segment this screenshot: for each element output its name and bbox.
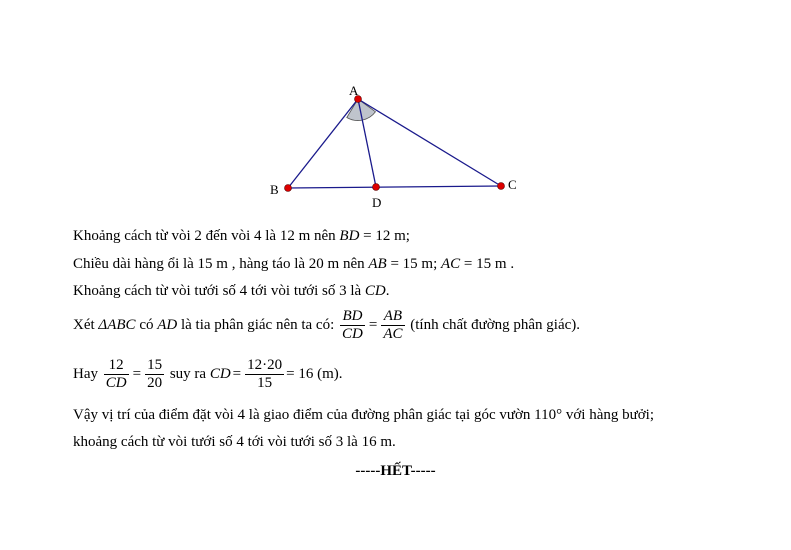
label-d: D <box>372 195 382 210</box>
point-b <box>285 185 292 192</box>
fraction-denominator: AC <box>383 326 403 343</box>
equals-sign: = <box>232 366 242 382</box>
math-ac: AC <box>441 256 461 272</box>
fraction-numerator: BD <box>340 308 365 326</box>
label-b: B <box>270 182 279 197</box>
point-c <box>498 183 505 190</box>
fraction-12x20-15 <box>245 357 284 392</box>
line4-mid2: là tia phân giác nên ta có: <box>177 317 339 333</box>
result-unit: (m) <box>317 366 339 382</box>
equals-sign: = <box>368 317 378 333</box>
math-bd: BD <box>339 228 360 244</box>
line1-suffix: ; <box>405 228 410 244</box>
text-line-1 <box>73 226 410 246</box>
math-ac-value: = 15 m <box>460 256 507 272</box>
math-bd-value: = 12 m <box>359 228 406 244</box>
segment-ab <box>288 99 358 188</box>
equals-sign: = <box>132 366 142 382</box>
text-line-7: khoảng cách từ vòi tưới số 4 tới vòi tưới số 3 là 16 m. <box>73 434 396 450</box>
line1-prefix: Khoảng cách từ vòi 2 đến vòi 4 là 12 m nên <box>73 228 340 244</box>
segment-bc <box>288 186 501 188</box>
line4-suffix: (tính chất đường phân giác). <box>406 317 581 333</box>
fraction-denominator: CD <box>342 326 363 343</box>
fraction-denominator: 20 <box>147 375 163 392</box>
text-line-3 <box>73 281 390 301</box>
segment-ac <box>358 99 501 186</box>
fraction-ab-ac <box>381 308 404 343</box>
line2-suffix: . <box>506 256 515 272</box>
line5-mid: suy ra <box>166 366 210 382</box>
line4-mid1: có <box>135 317 158 333</box>
end-marker: -----HẾT----- <box>355 463 436 479</box>
text-line-4 <box>73 305 580 345</box>
label-a: A <box>349 83 359 98</box>
fraction-numerator: 12 <box>104 357 129 375</box>
fraction-numerator: 12·20 <box>247 357 283 374</box>
line2-prefix: Chiều dài hàng ổi là 15 m , hàng táo là 20 m nên <box>73 256 369 272</box>
result-value: = 16 <box>286 366 318 382</box>
fraction-12-cd <box>104 357 129 392</box>
fraction-numerator: 15 <box>147 357 163 374</box>
line3-suffix: . <box>385 283 390 299</box>
fraction-bd-cd <box>340 308 365 343</box>
fraction-15-20 <box>145 357 164 392</box>
line5-prefix: Hay <box>73 366 102 382</box>
point-d <box>373 184 380 191</box>
triangle-figure <box>0 0 791 215</box>
line4-prefix: Xét <box>73 317 99 333</box>
line3-prefix: Khoảng cách từ vòi tưới số 4 tới vòi tưới số 3 là <box>73 283 365 299</box>
math-ab: AB <box>368 256 387 272</box>
math-cd: CD <box>209 366 231 382</box>
text-line-5 <box>73 354 343 394</box>
math-ad: AD <box>157 317 178 333</box>
fraction-numerator: AB <box>381 308 404 326</box>
math-triangle-abc: ΔABC <box>98 317 136 333</box>
fraction-denominator: CD <box>105 375 127 392</box>
text-line-6: Vậy vị trí của điểm đặt vòi 4 là giao điểm của đường phân giác tại góc vườn 110° với hàng bưởi; <box>73 407 655 423</box>
line5-suffix: . <box>338 366 343 382</box>
line2-sep: ; <box>433 256 441 272</box>
math-ab-value: = 15 m <box>386 256 434 272</box>
fraction-denominator: 15 <box>257 375 273 392</box>
text-line-2 <box>73 254 514 274</box>
math-cd: CD <box>364 283 386 299</box>
label-c: C <box>508 177 517 192</box>
